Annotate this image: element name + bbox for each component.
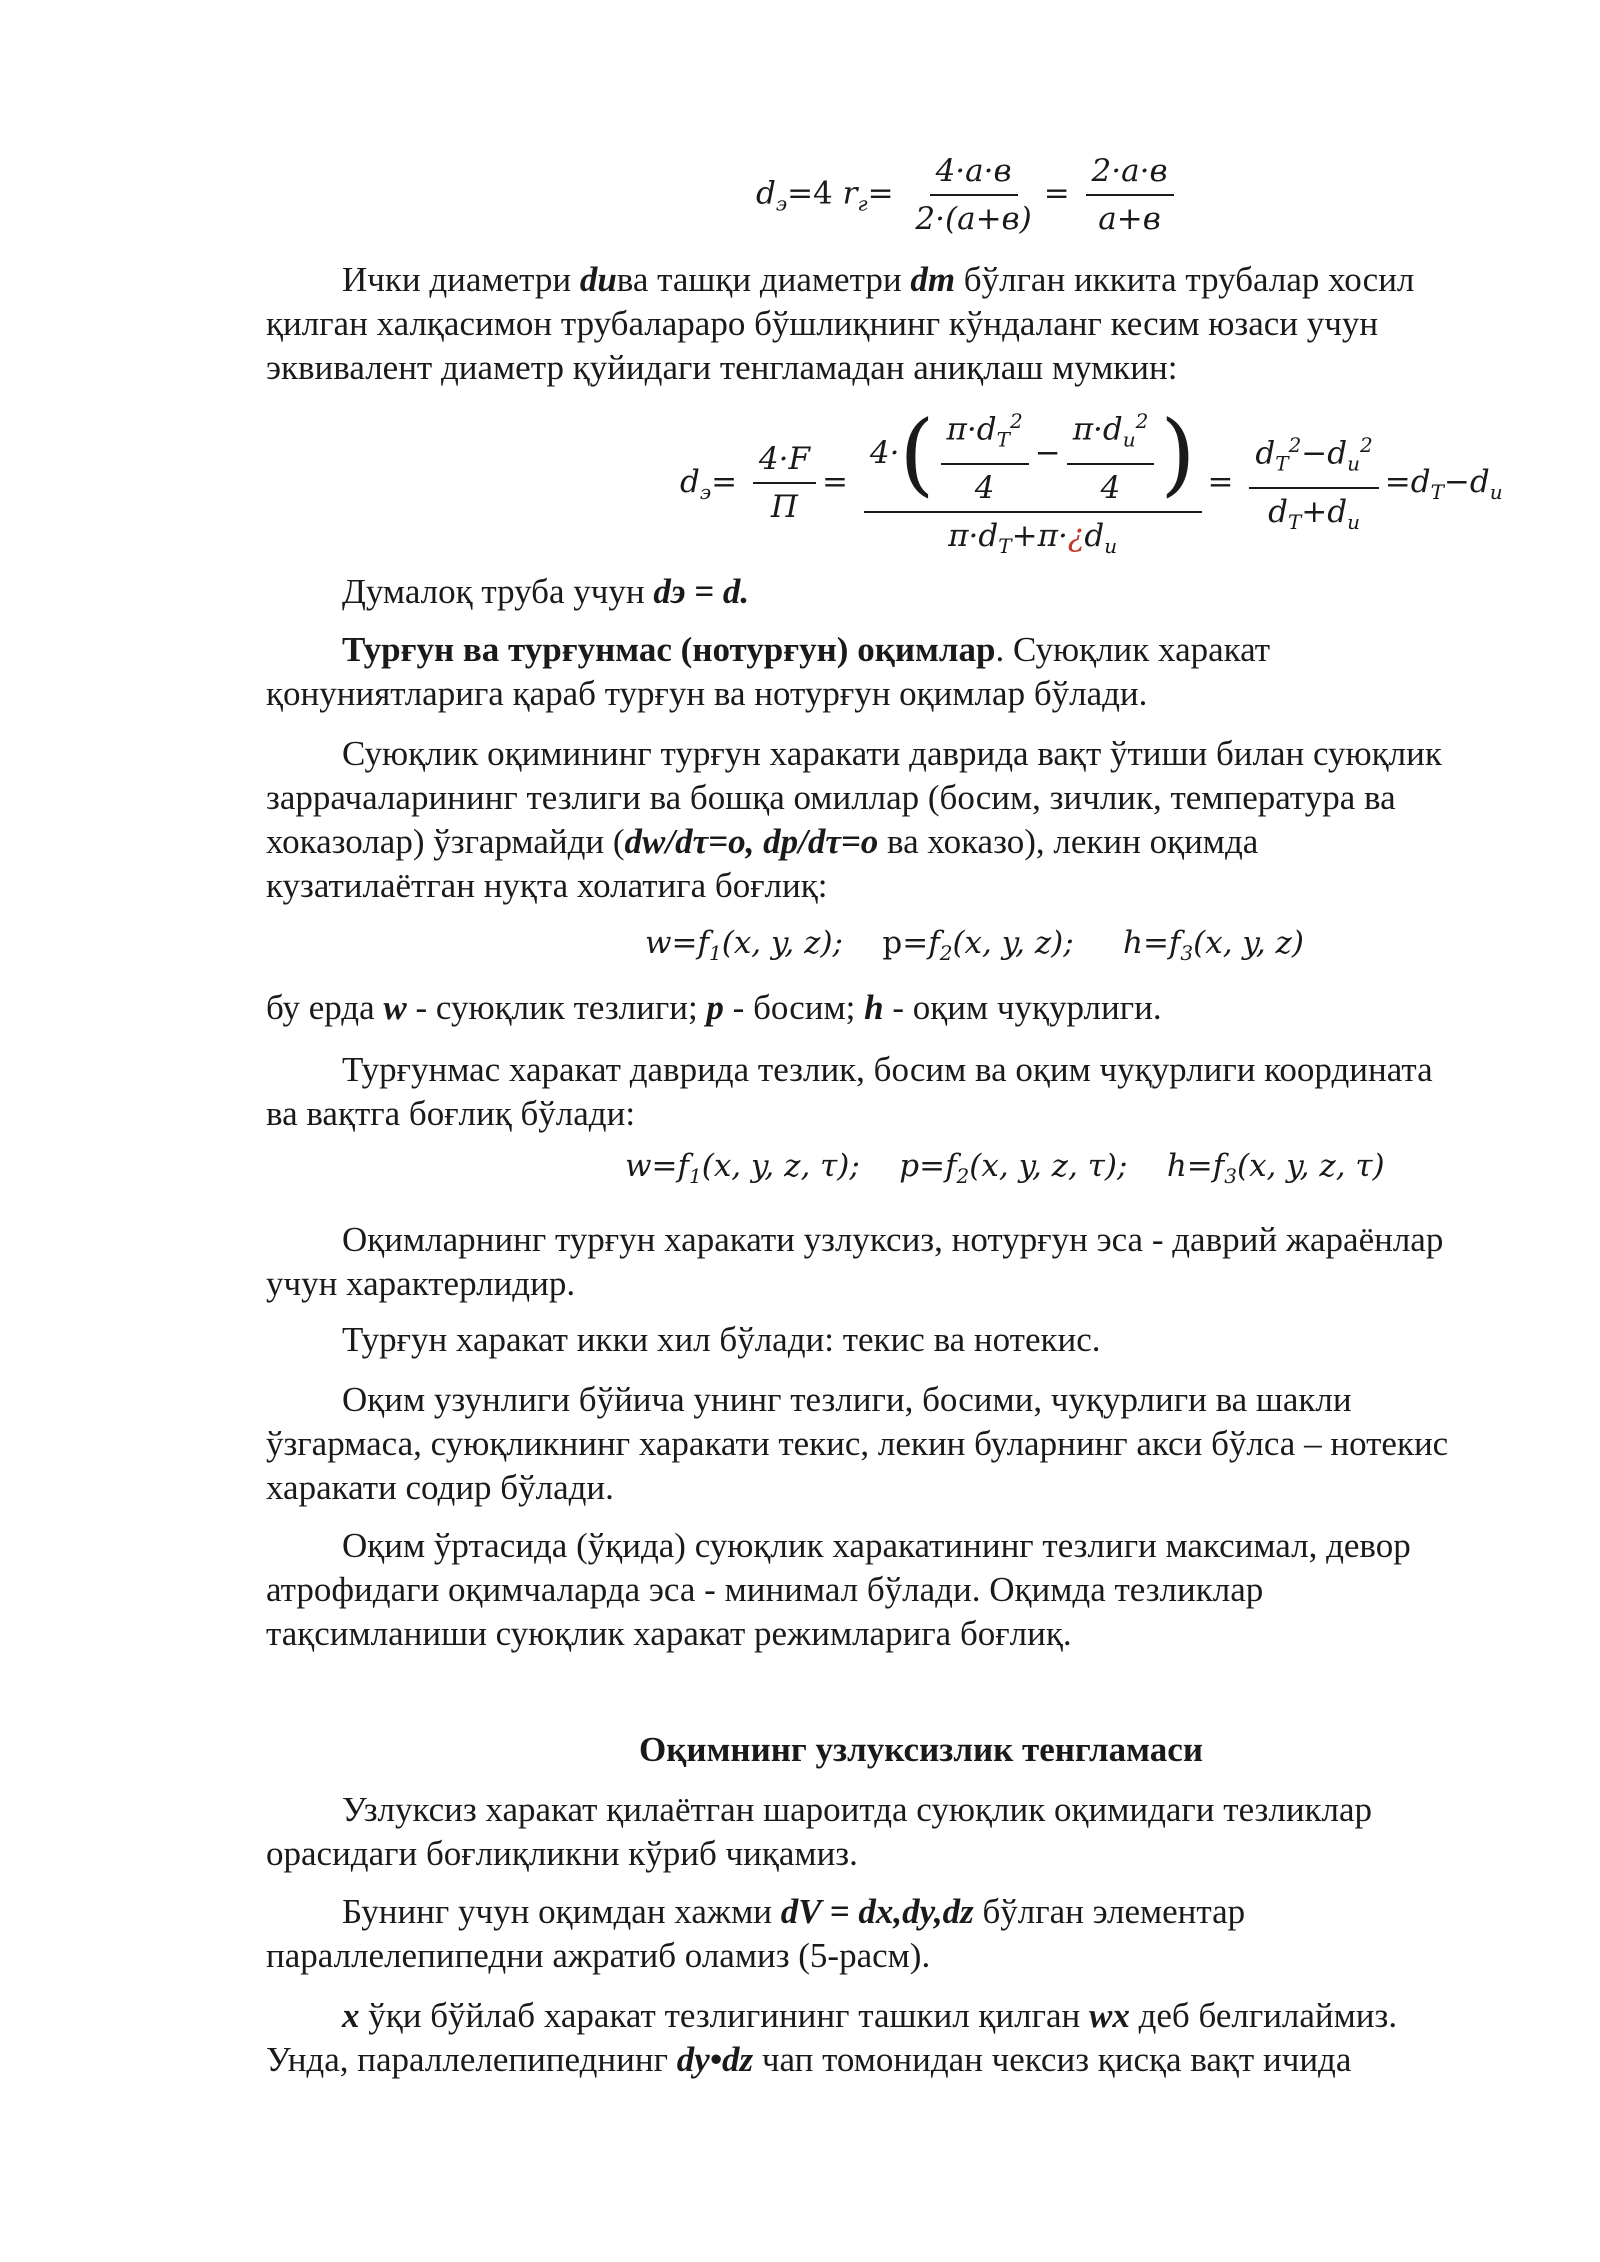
equation-hydraulic-diameter-rect: $d_э=4$ $r_г=$ $\frac{4\cdot a\cdot в}{2\cdot(a+в)}$ = $\frac{2\cdot a\cdot в}{a+в}$ <box>756 150 1180 240</box>
paragraph-round-pipe: Думалоқ труба учун dэ = d. <box>342 572 750 611</box>
equation-hydraulic-diameter-annulus: $d_э=$ $\frac{4\cdot F}{П}$ = 4·( $\frac{\pi\cdot d_T^2}{4}$ − $\frac{\pi\cdot d_и^2}{4}$ ) $\pi\cdot d_T+\pi\cdot¿d_и$ = $\frac{d_T^2-d_и^2}{d_T+d_и}$ $=d_T-d_и$ <box>680 401 1503 558</box>
paragraph-variables-legend: бу ерда w - суюқлик тезлиги; p - босим; h - оқим чуқурлиги. <box>266 988 1162 1027</box>
section-heading: Оқимнинг узлуксизлик тенгламаси <box>639 1730 1203 1769</box>
paragraph-flow-characteristics: Оқимларнинг турғун харакати узлуксиз, нотурғун эса - даврий жараёнлар учун характерлидир. <box>266 1220 1444 1303</box>
paragraph-flow-types: Турғун ва турғунмас (нотурғун) оқимлар. Суюқлик харакат қонуниятларига қараб турғун ва нотурғун оқимлар бўлади. <box>266 630 1271 713</box>
paragraph-x-axis-velocity: x ўқи бўйлаб харакат тезлигининг ташкил қилган wх деб белгилаймиз. Унда, параллелепипеднинг dy•dz чап томонидан чексиз қисқа вақт ичида <box>266 1996 1398 2079</box>
equation-unsteady-functions: $w=f_1(x$, y, z, τ); $p=f_2(x$, y, z, τ); $h=f_3(x$, y, z, τ) <box>625 1148 1385 1189</box>
paragraph-steady-kinds: Турғун харакат икки хил бўлади: текис ва нотекис. <box>342 1320 1101 1359</box>
paragraph-unsteady-flow: Турғунмас харакат даврида тезлик, босим ва оқим чуқурлиги координата ва вақтга боғлиқ бўлади: <box>266 1050 1433 1133</box>
paragraph-annular-intro: Ички диаметри dива ташқи диаметри dт бўлган иккита трубалар хосил қилган халқасимон трубалараро бўшлиқнинг кўндаланг кесим юзаси учун эквивалент диаметр қуйидаги тенгламадан аниқлаш мумкин: <box>266 260 1415 387</box>
paragraph-uniform-flow: Оқим узунлиги бўйича унинг тезлиги, босими, чуқурлиги ва шакли ўзгармаса, суюқликнинг харакати текис, лекин буларнинг акси бўлса – нотекис харакати содир бўлади. <box>266 1380 1449 1507</box>
equation-steady-functions: $w=f_1(x$, y, z); $p=f_2(x$, y, z); $h=f_3(x$, y, z) <box>645 925 1304 966</box>
paragraph-element-volume: Бунинг учун оқимдан хажми dV = dx,dy,dz бўлган элементар параллелепипедни ажратиб оламиз (5-расм). <box>266 1892 1246 1975</box>
paragraph-velocity-distribution: Оқим ўртасида (ўқида) суюқлик харакатининг тезлиги максимал, девор атрофидаги оқимчаларда эса - минимал бўлади. Оқимда тезликлар тақсимланиши суюқлик харакат режимларига боғлиқ. <box>266 1526 1411 1653</box>
paragraph-steady-flow: Суюқлик оқимининг турғун харакати даврида вақт ўтиши билан суюқлик заррачаларининг тезлиги ва бошқа омиллар (босим, зичлик, температура ва хоказолар) ўзгармайди (dw/dτ=o, dp/dτ=o ва хоказо), лекин оқимда кузатилаётган нуқта холатига боғлиқ: <box>266 734 1442 905</box>
paragraph-continuity-intro: Узлуксиз харакат қилаётган шароитда суюқлик оқимидаги тезликлар орасидаги боғлиқликни кўриб чиқамиз. <box>266 1790 1373 1873</box>
